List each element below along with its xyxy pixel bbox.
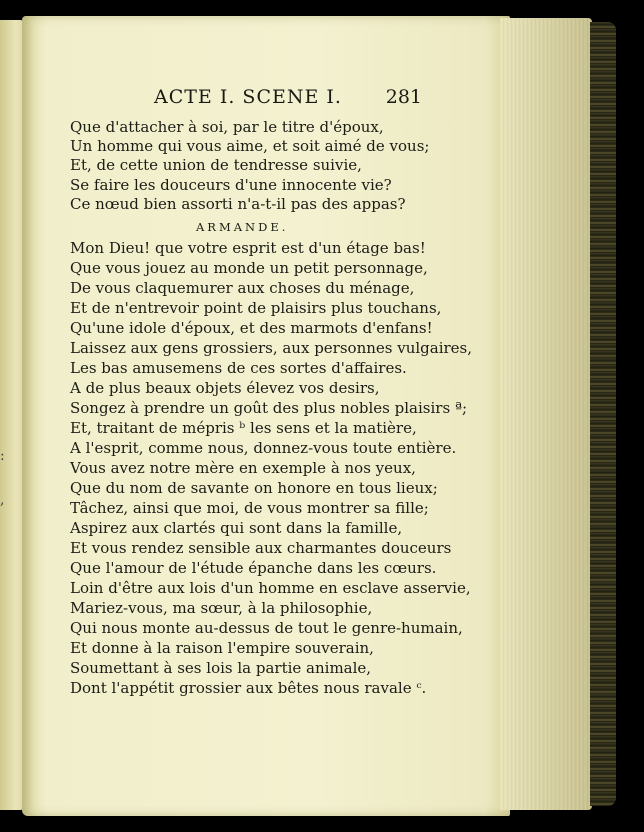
- speaker-name: ARMANDE.: [196, 220, 289, 234]
- page-number: 281: [385, 86, 422, 108]
- verse-line: Mon Dieu! que votre esprit est d'un étage bas!: [70, 239, 426, 257]
- verse-line: Mariez-vous, ma sœur, à la philosophie,: [70, 599, 373, 617]
- verse-line: Que d'attacher à soi, par le titre d'époux,: [70, 118, 384, 136]
- verse-line: Ce nœud bien assorti n'a-t-il pas des appas?: [70, 194, 406, 213]
- verse-line: A l'esprit, comme nous, donnez-vous toute entière.: [70, 439, 457, 457]
- verse-line: Tâchez, ainsi que moi, de vous montrer sa fille;: [70, 499, 429, 517]
- verse-line: Laissez aux gens grossiers, aux personnes vulgaires,: [70, 339, 473, 357]
- verse-line: Et de n'entrevoir point de plaisirs plus touchans,: [70, 299, 442, 317]
- book-cover-edge: [590, 22, 616, 806]
- page-header: [130, 86, 422, 114]
- verse-line: Que du nom de savante on honore en tous lieux;: [70, 479, 438, 497]
- verse-line: De vous claquemurer aux choses du ménage,: [70, 279, 415, 297]
- verse-line: Songez à prendre un goût des plus nobles plaisirs ª;: [70, 399, 468, 417]
- verse-line: Un homme qui vous aime, et soit aimé de vous;: [70, 137, 430, 156]
- verse-line: Loin d'être aux lois d'un homme en esclave asservie,: [70, 579, 471, 597]
- verse-line: A de plus beaux objets élevez vos desirs,: [70, 379, 380, 397]
- verse-line: Et, traitant de mépris ᵇ les sens et la matière,: [70, 419, 417, 437]
- verse-line: Et donne à la raison l'empire souverain,: [70, 639, 374, 657]
- verse-line: Dont l'appétit grossier aux bêtes nous ravale ᶜ.: [70, 679, 427, 697]
- running-head: ACTE I. SCENE I.: [154, 86, 342, 108]
- verse-line: Qui nous monte au-dessus de tout le genre-humain,: [70, 619, 463, 637]
- verse-line: Que l'amour de l'étude épanche dans les cœurs.: [70, 559, 437, 577]
- left-page-mark: :: [0, 448, 5, 464]
- verse-line: Et vous rendez sensible aux charmantes douceurs: [70, 539, 452, 557]
- page-stack: [500, 18, 592, 810]
- left-page-mark: ,: [0, 492, 5, 508]
- verse-line: Les bas amusemens de ces sortes d'affaires.: [70, 359, 407, 377]
- first-speech: [70, 118, 510, 214]
- second-speech: [70, 238, 510, 698]
- verse-line: Et, de cette union de tendresse suivie,: [70, 156, 362, 175]
- verse-line: Vous avez notre mère en exemple à nos yeux,: [70, 459, 416, 477]
- verse-line: Qu'une idole d'époux, et des marmots d'enfans!: [70, 319, 433, 337]
- verse-line: Aspirez aux clartés qui sont dans la famille,: [70, 519, 403, 537]
- verse-line: Que vous jouez au monde un petit personnage,: [70, 259, 428, 277]
- verse-line: Soumettant à ses lois la partie animale,: [70, 659, 372, 677]
- verse-line: Se faire les douceurs d'une innocente vie?: [70, 175, 392, 194]
